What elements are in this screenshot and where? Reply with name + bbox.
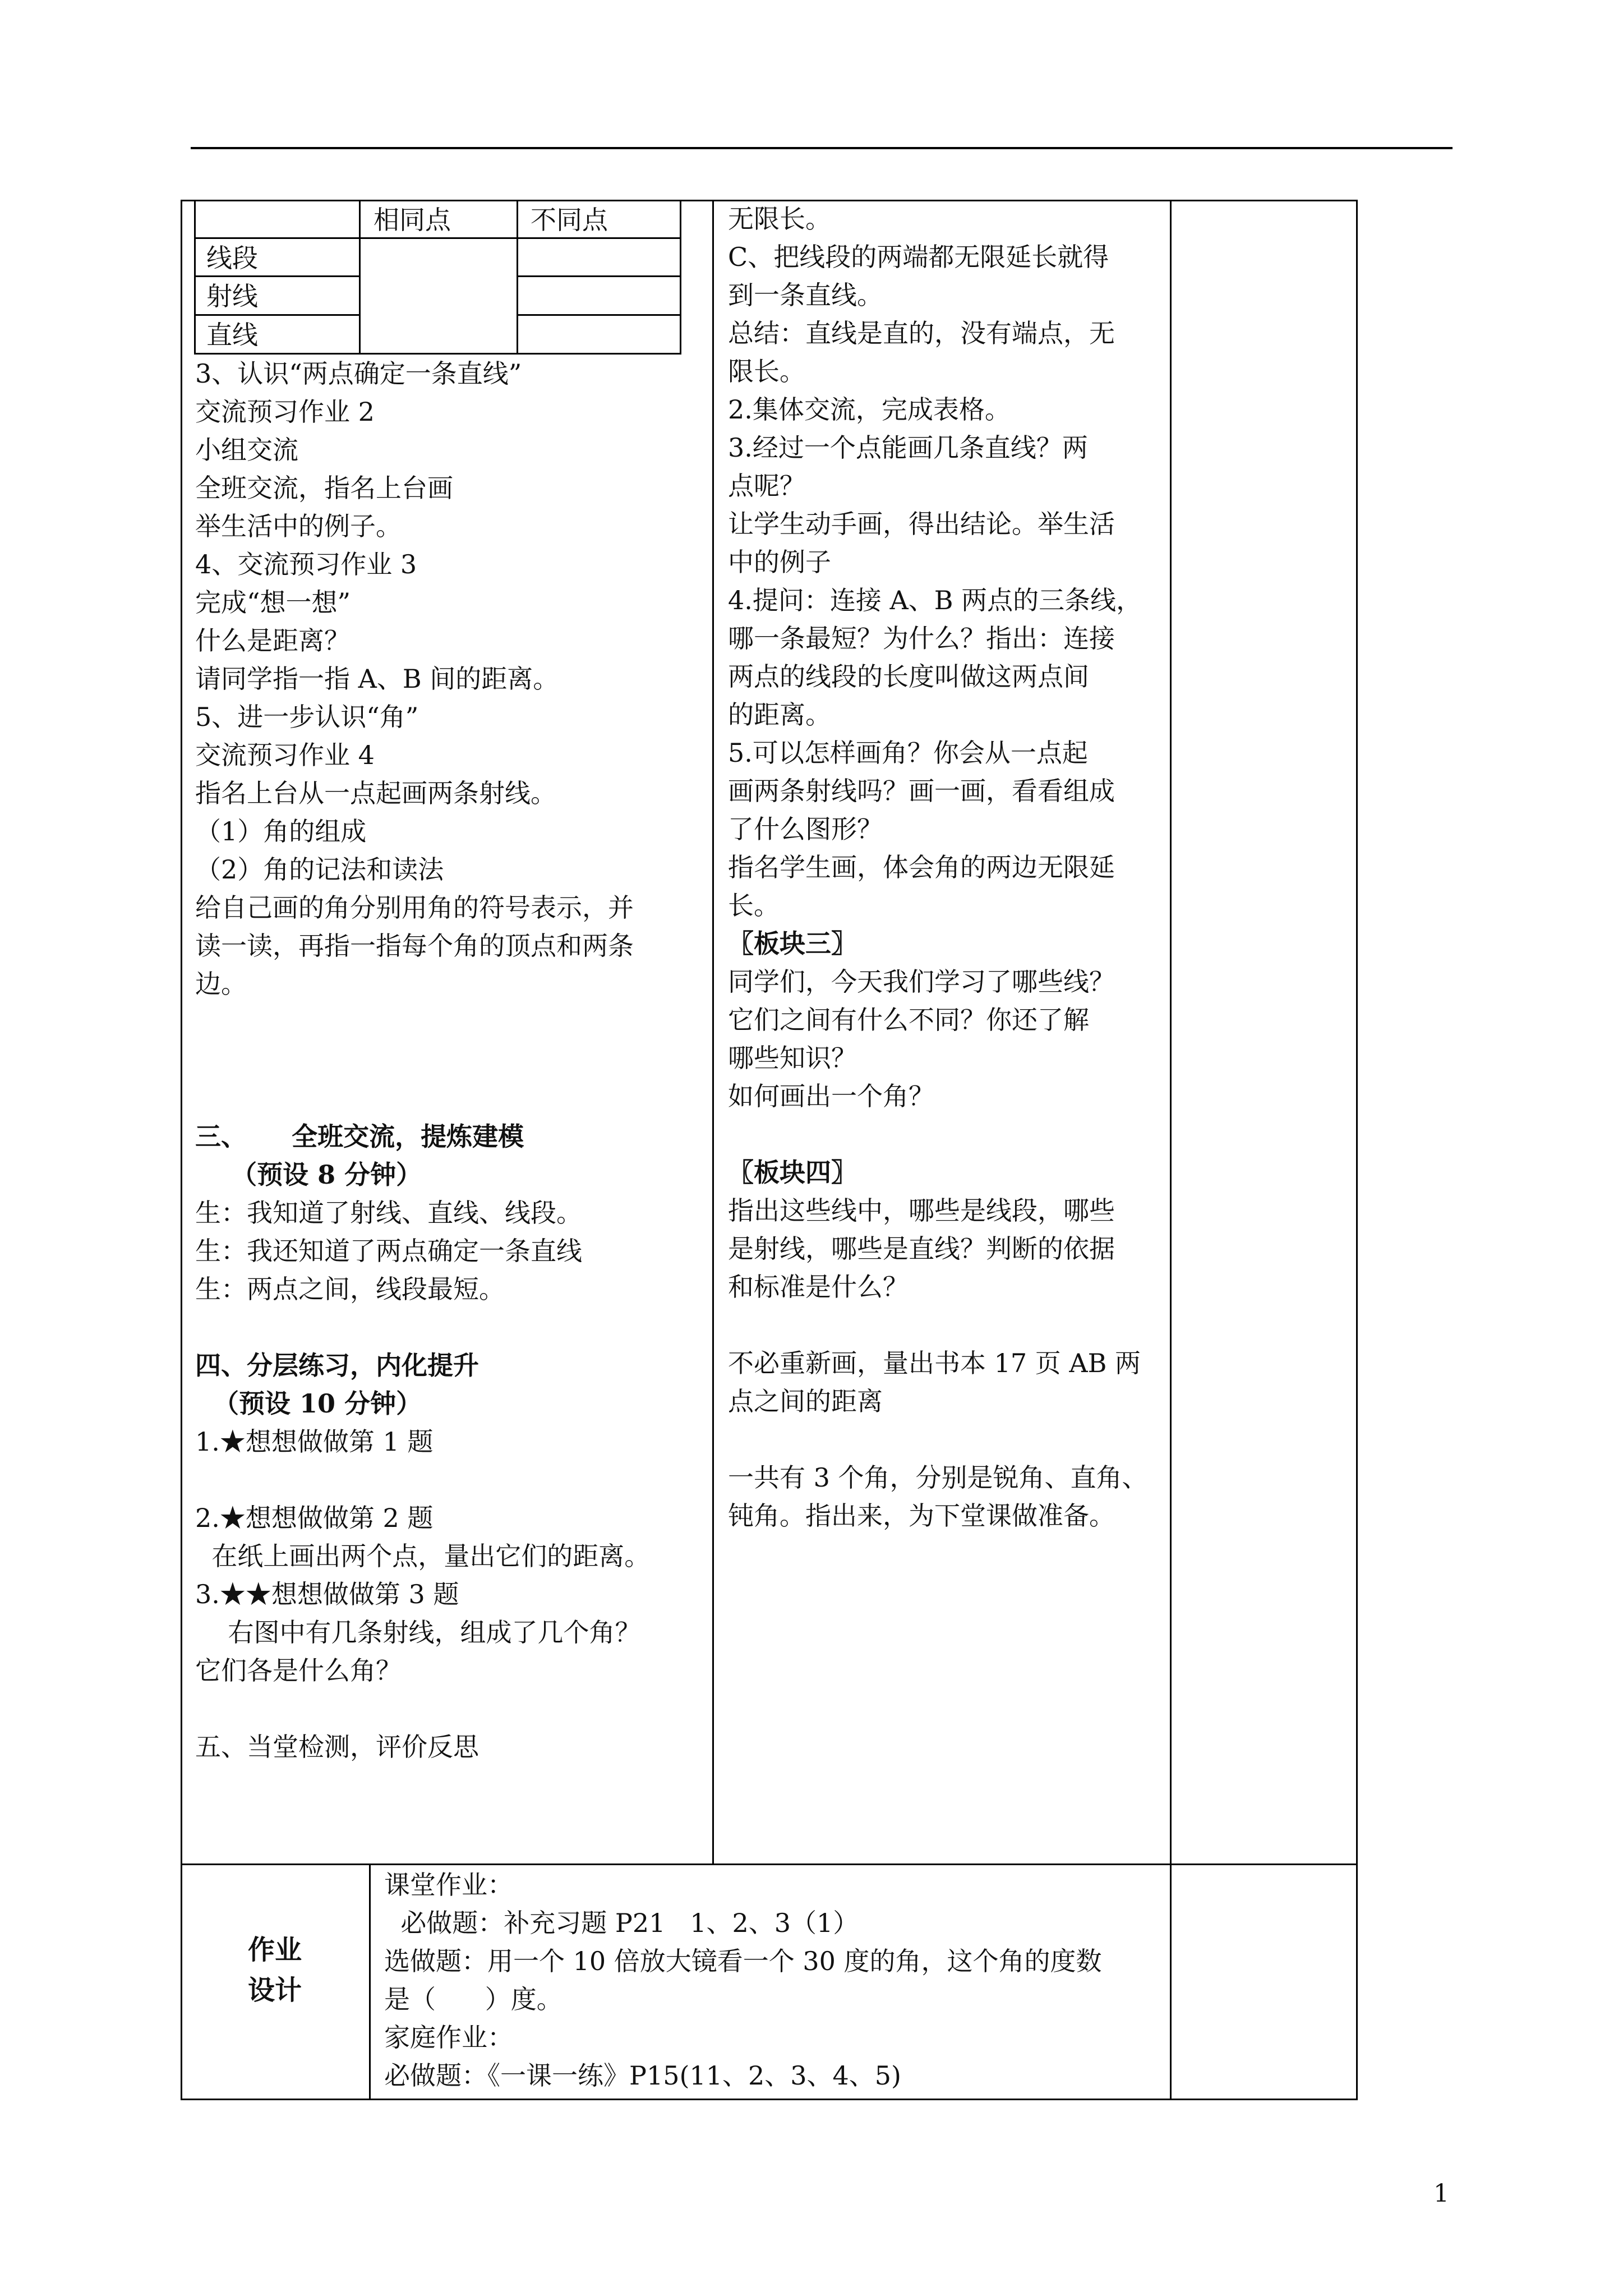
- text-line: [195, 1461, 708, 1499]
- text-line: C、把线段的两端都无限延长就得: [728, 242, 1109, 272]
- text-line: 限长。: [728, 356, 805, 386]
- text-line: 必做题：补充习题 P21 1、2、3（1）: [384, 1908, 859, 1938]
- text-line: 总结：直线是直的，没有端点，无: [728, 318, 1115, 348]
- text-line: 同学们，今天我们学习了哪些线？: [728, 967, 1115, 997]
- text-line: （预设 8 分钟）: [195, 1159, 422, 1190]
- text-line: [728, 1306, 1165, 1344]
- text-line: [728, 1420, 1165, 1458]
- compare-header-diff: 不同点: [531, 205, 608, 235]
- text-line: 生：我还知道了两点确定一条直线: [195, 1236, 582, 1266]
- header-rule: [191, 147, 1453, 149]
- text-line: 请同学指一指 A、B 间的距离。: [195, 664, 559, 694]
- text-line: 小组交流: [195, 435, 298, 465]
- text-line: [195, 1041, 708, 1079]
- compare-row-label: 射线: [206, 281, 258, 311]
- text-line: [728, 1115, 1165, 1153]
- text-line: 4.提问：连接 A、B 两点的三条线，: [728, 585, 1142, 615]
- compare-line: [518, 314, 681, 316]
- left-column-text: [195, 355, 708, 1766]
- text-line: 边。: [195, 969, 247, 999]
- compare-header-same: 相同点: [374, 205, 451, 235]
- text-line: 什么是距离？: [195, 625, 350, 656]
- text-line: 了什么图形？: [728, 814, 883, 844]
- text-line: 5.可以怎样画角？你会从一点起: [728, 738, 1088, 768]
- text-line: 交流预习作业 4: [195, 740, 375, 770]
- text-line: 〖板块四〗: [728, 1157, 857, 1188]
- col-divider-1: [712, 200, 714, 1865]
- text-line: 和标准是什么？: [728, 1272, 909, 1302]
- table-border-left: [181, 200, 182, 2100]
- homework-label: [181, 1930, 369, 2010]
- text-line: 两点的线段的长度叫做这两点间: [728, 661, 1089, 692]
- text-line: 5、进一步认识“角”: [195, 702, 419, 732]
- text-line: 中的例子: [728, 547, 831, 577]
- text-line: 交流预习作业 2: [195, 397, 375, 427]
- homework-label-line: 作业: [247, 1934, 302, 1966]
- compare-line: [680, 200, 681, 355]
- text-line: 生：两点之间，线段最短。: [195, 1274, 505, 1304]
- text-line: 画两条射线吗？画一画，看看组成: [728, 776, 1115, 806]
- text-line: 指名上台从一点起画两条射线。: [195, 778, 556, 808]
- text-line: 指名学生画，体会角的两边无限延: [728, 852, 1115, 882]
- page-number: 1: [1433, 2179, 1449, 2208]
- homework-label-divider: [369, 1864, 371, 2100]
- compare-line: [359, 200, 361, 355]
- col-divider-2: [1170, 200, 1172, 2100]
- text-line: 如何画出一个角？: [728, 1081, 934, 1111]
- text-line: 〖板块三〗: [728, 928, 857, 959]
- homework-label-line: 设计: [247, 1975, 302, 2006]
- text-line: 是（ ）度。: [384, 1984, 562, 2014]
- compare-line: [517, 200, 518, 355]
- text-line: 2.★想想做做第 2 题: [195, 1503, 434, 1533]
- compare-row-label: 直线: [206, 320, 258, 350]
- compare-line: [194, 200, 196, 355]
- text-line: （1）角的组成: [195, 816, 367, 846]
- text-line: 它们各是什么角？: [195, 1655, 402, 1686]
- text-line: 3.★★想想做做第 3 题: [195, 1579, 459, 1609]
- text-line: [195, 1079, 708, 1117]
- text-line: 在纸上画出两个点，量出它们的距离。: [195, 1541, 651, 1571]
- compare-line: [518, 275, 681, 277]
- text-line: [195, 1308, 708, 1346]
- table-border-right: [1356, 200, 1358, 2100]
- text-line: 4、交流预习作业 3: [195, 549, 417, 579]
- text-line: 哪一条最短？为什么？指出：连接: [728, 623, 1115, 654]
- text-line: 哪些知识？: [728, 1043, 857, 1073]
- text-line: 3、认识“两点确定一条直线”: [195, 358, 522, 389]
- text-line: 右图中有几条射线，组成了几个角？: [195, 1617, 641, 1648]
- right-column-text: [728, 200, 1165, 1535]
- text-line: [195, 1690, 708, 1728]
- text-line: 3.经过一个点能画几条直线？两: [728, 432, 1088, 463]
- text-line: 点呢？: [728, 471, 805, 501]
- text-line: 一共有 3 个角，分别是锐角、直角、: [728, 1462, 1148, 1493]
- text-line: 长。: [728, 890, 780, 921]
- text-line: 完成“想一想”: [195, 587, 351, 618]
- text-line: 钝角。指出来，为下堂课做准备。: [728, 1501, 1115, 1531]
- text-line: 指出这些线中，哪些是线段，哪些: [728, 1195, 1115, 1226]
- text-line: 必做题：《一课一练》P15(11、2、3、4、5): [384, 2060, 901, 2091]
- text-line: 全班交流，指名上台画: [195, 473, 453, 503]
- text-line: 的距离。: [728, 700, 831, 730]
- text-line: （2）角的记法和读法: [195, 854, 444, 885]
- text-line: 它们之间有什么不同？你还了解: [728, 1005, 1089, 1035]
- text-line: 1.★想想做做第 1 题: [195, 1427, 434, 1457]
- text-line: 不必重新画，量出书本 17 页 AB 两: [728, 1348, 1141, 1378]
- homework-text: [384, 1866, 1166, 2095]
- text-line: 课堂作业：: [384, 1870, 513, 1900]
- text-line: 家庭作业：: [384, 2022, 513, 2053]
- text-line: 让学生动手画，得出结论。举生活: [728, 509, 1115, 539]
- text-line: 四、分层练习，内化提升: [195, 1350, 479, 1381]
- text-line: 给自己画的角分别用角的符号表示，并: [195, 892, 634, 923]
- text-line: 生：我知道了射线、直线、线段。: [195, 1198, 582, 1228]
- text-line: 选做题：用一个 10 倍放大镜看一个 30 度的角，这个角的度数: [384, 1946, 1102, 1976]
- text-line: 读一读，再指一指每个角的顶点和两条: [195, 931, 634, 961]
- text-line: 三、 全班交流，提炼建模: [195, 1121, 524, 1152]
- text-line: 2.集体交流，完成表格。: [728, 394, 1011, 425]
- table-border-mid: [181, 1864, 1358, 1865]
- text-line: [195, 1003, 708, 1041]
- compare-row-label: 线段: [206, 243, 258, 273]
- text-line: 五、当堂检测，评价反思: [195, 1732, 479, 1762]
- text-line: 到一条直线。: [728, 280, 883, 310]
- text-line: （预设 10 分钟）: [195, 1388, 422, 1419]
- text-line: 无限长。: [728, 204, 831, 234]
- table-border-bottom: [181, 2099, 1358, 2100]
- text-line: 是射线，哪些是直线？判断的依据: [728, 1234, 1115, 1264]
- text-line: 举生活中的例子。: [195, 511, 402, 541]
- text-line: 点之间的距离: [728, 1386, 883, 1416]
